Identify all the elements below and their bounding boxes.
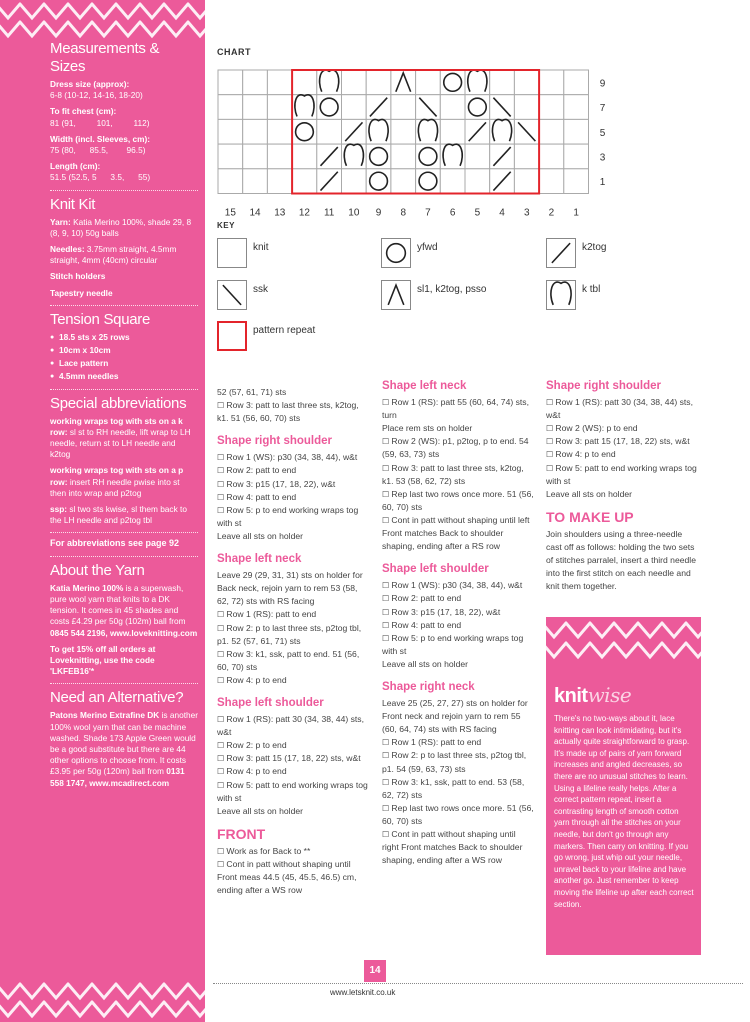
key-label: sl1, k2tog, psso	[417, 284, 487, 295]
abbreviation-item	[50, 465, 198, 499]
chart-cell	[218, 95, 243, 120]
chart-cell	[539, 70, 564, 95]
chart-cell	[564, 95, 589, 120]
tension-item: ● 18.5 sts x 25 rows	[50, 332, 198, 343]
chart-cell	[514, 95, 539, 120]
chest-label: To fit chest (cm):	[50, 106, 117, 117]
yfwd-symbol	[387, 244, 406, 263]
row-instruction: ☐ Row 3: p15 (17, 18, 22), w&t	[382, 606, 534, 619]
dress-size-label: Dress size (approx):	[50, 79, 130, 89]
chart-cell	[514, 169, 539, 194]
chart-cell	[391, 95, 416, 120]
chart-cell	[366, 70, 391, 95]
column-label: 6	[449, 207, 456, 219]
text-line: Leave 29 (29, 31, 31) sts on holder for Back neck, rejoin yarn to rem 53 (58, 62, 72) sts with RS facing	[217, 570, 363, 607]
abbreviations-page-link[interactable]: For abbreviations see page 92	[50, 538, 180, 549]
chart-cell	[514, 144, 539, 169]
row-instruction: ☐ Row 2: p to last three sts, p2tog tbl, p1. 52 (57, 61, 71) sts	[217, 622, 369, 648]
knitwise-body: There's no two-ways about it, lace knitting can look intimidating, but it's actually quite straightforward to grasp. It's made up of pairs of yarn forward increases and angled decreases, so there are no unusual stitches to learn. Using a lifeline really helps. After a correct pattern repeat, insert a contrasting length of smooth cotton yarn through all the stitches on your needle, but don't go through any markers. Then carry on knitting. If you go wrong, just whip out your needle, unravel back to your lifeline and have another go. Just remember to keep moving the lifeline up after each correct section.	[554, 714, 694, 909]
chart-cell	[342, 95, 367, 120]
column-label: 8	[400, 207, 407, 219]
yarn-info	[50, 217, 198, 239]
divider	[50, 532, 198, 533]
k-tbl-symbol	[551, 282, 571, 305]
knitwise-title	[554, 683, 631, 708]
row-instruction: ☐ Row 1 (WS): p30 (34, 38, 44), w&t	[382, 579, 534, 592]
chart-cell	[440, 95, 465, 120]
divider	[50, 190, 198, 191]
key-symbol	[547, 239, 575, 267]
chart-cell	[539, 95, 564, 120]
row-instruction: ☐ Row 1 (RS): patt to end	[217, 608, 369, 621]
yarn-contact[interactable]: 0845 544 2196, www.loveknitting.com	[50, 627, 198, 638]
chart-cell	[292, 144, 317, 169]
page-number: 14	[364, 960, 386, 982]
chart-cell	[317, 119, 342, 144]
column-label: 10	[348, 207, 360, 219]
alt-yarn-description: is another 100% wool yarn that can be machine washed. Shade 173 Apple Green would be a good substitute but there are 44 other options to choose from. It costs £3.95 per 50g (120m) ball from	[50, 710, 199, 777]
discount-offer: To get 15% off all orders at Loveknitting, use the code 'LKFEB16'*	[50, 643, 156, 677]
alternative-heading: Need an Alternative?	[50, 689, 184, 707]
chart-cell	[243, 70, 268, 95]
row-instruction: ☐ Row 4: patt to end	[382, 619, 534, 632]
width-value: 75 (80, 85.5, 96.5)	[50, 145, 146, 156]
tapestry-needle: Tapestry needle	[50, 287, 113, 298]
column-label: 3	[523, 207, 530, 219]
row-instruction: ☐ Row 1 (RS): patt to end	[382, 736, 534, 749]
row-label: 9	[599, 78, 606, 90]
row-instruction: ☐ Row 4: p to end	[217, 674, 369, 687]
column-label: 2	[548, 207, 555, 219]
row-instruction: ☐ Row 3: patt to last three sts, k2tog, k1. 53 (58, 62, 72) sts	[382, 462, 534, 488]
pattern-column-1	[217, 386, 369, 897]
row-instruction: ☐ Row 2: p to end	[217, 739, 369, 752]
chart-cell	[465, 169, 490, 194]
chart-cell	[243, 169, 268, 194]
key-label: k tbl	[582, 284, 601, 295]
key-symbol-box	[546, 238, 576, 268]
chart-cell	[564, 169, 589, 194]
abbreviation-def: sl two sts kwise, sl them back to the LH needle and p2tog tbl	[50, 504, 187, 526]
length-value: 51.5 (52.5, 5 3.5, 55)	[50, 172, 151, 183]
key-label: yfwd	[417, 242, 438, 253]
stitch-holders: Stitch holders	[50, 271, 106, 282]
row-label: 5	[599, 127, 606, 139]
row-instruction: ☐ Cont in patt without shaping until right Front matches Back to shoulder shaping, ending after a WS row	[382, 828, 534, 867]
chart-cell	[267, 70, 292, 95]
key-symbol-box	[381, 280, 411, 310]
chart-cell	[267, 95, 292, 120]
knitting-chart	[210, 60, 610, 220]
chart-cell	[564, 144, 589, 169]
row-instruction: ☐ Cont in patt without shaping until left Front matches Back to shoulder shaping, ending after a RS row	[382, 514, 534, 553]
key-symbol	[218, 281, 246, 309]
row-instruction: ☐ Row 5: p to end working wraps tog with st	[382, 632, 534, 658]
chart-cell	[243, 144, 268, 169]
row-instruction: ☐ Rep last two rows once more. 51 (56, 60, 70) sts	[382, 488, 534, 514]
column-label: 9	[375, 207, 382, 219]
abbreviation-term: ssp:	[50, 504, 68, 515]
key-symbol-box	[217, 238, 247, 268]
column-label: 5	[474, 207, 481, 219]
key-symbol	[382, 281, 410, 309]
chart-cell	[292, 70, 317, 95]
tension-item: ● 10cm x 10cm	[50, 345, 198, 356]
alt-yarn-name: Patons Merino Extrafine DK	[50, 710, 160, 721]
measurements-heading: Measurements & Sizes	[50, 40, 160, 75]
about-yarn-text	[50, 583, 198, 639]
row-instruction: ☐ Row 4: patt to end	[217, 491, 369, 504]
knitwise-title-a: knit	[554, 685, 588, 707]
row-instruction: ☐ Row 1 (WS): p30 (34, 38, 44), w&t	[217, 451, 369, 464]
chart-cell	[465, 144, 490, 169]
chart-cell	[490, 70, 515, 95]
tension-item: ● Lace pattern	[50, 358, 198, 369]
tension-item: ● 4.5mm needles	[50, 371, 198, 382]
row-label: 7	[599, 103, 606, 115]
abbreviation-def: sl st to RH needle, lift wrap to LH needle, return st to LH needle and k2tog	[50, 426, 191, 460]
section-heading: FRONT	[217, 825, 266, 842]
chart-cell	[564, 70, 589, 95]
abbreviation-term: working wraps tog with sts on a k row:	[50, 415, 183, 437]
width-label: Width (incl. Sleeves, cm):	[50, 133, 150, 144]
chart-title: CHART	[217, 47, 251, 57]
text-line: Join shoulders using a three-needle cast off as follows: holding the two sets of stitches parralel, insert a third needle into the first stitch on each needle and knit them together.	[546, 528, 696, 592]
row-instruction: ☐ Row 4: p to end	[546, 448, 698, 461]
row-instruction: ☐ Row 5: patt to end working wraps tog with st	[546, 462, 698, 488]
footer-divider	[213, 983, 743, 984]
abbreviation-term: working wraps tog with sts on a p row:	[50, 465, 184, 487]
chart-cell	[267, 169, 292, 194]
divider	[50, 683, 198, 684]
row-instruction: ☐ Row 3: patt 15 (17, 18, 22) sts, w&t	[546, 435, 698, 448]
text-line: Leave all sts on holder	[382, 658, 468, 669]
chart-cell	[218, 119, 243, 144]
website-url[interactable]: www.letsknit.co.uk	[330, 988, 396, 997]
row-instruction: ☐ Row 1 (RS): patt 30 (34, 38, 44) sts, w&t	[217, 713, 369, 739]
section-heading: Shape right shoulder	[546, 380, 662, 392]
sidebar	[0, 0, 205, 1022]
sl1-k2tog-psso-symbol	[388, 285, 404, 305]
column-label: 11	[323, 207, 335, 219]
row-label: 3	[599, 152, 606, 164]
abbreviation-def: insert RH needle pwise into st then into wrap and p2tog	[50, 476, 180, 498]
chart-cell	[391, 169, 416, 194]
section-heading: Shape right neck	[382, 680, 475, 693]
column-label: 1	[573, 207, 579, 219]
section-heading: Shape left shoulder	[382, 563, 489, 576]
knit-pattern-bottom	[0, 978, 205, 1022]
abbreviations-heading: Special abbreviations	[50, 394, 187, 412]
alternative-text	[50, 710, 198, 788]
chart-cell	[267, 119, 292, 144]
key-title: KEY	[217, 221, 235, 230]
length-label: Length (cm):	[50, 161, 101, 172]
chart-cell	[218, 70, 243, 95]
column-label: 12	[298, 207, 311, 219]
knit-pattern-stripe	[546, 617, 701, 667]
text-line: 52 (57, 61, 71) sts	[217, 387, 287, 397]
row-instruction: ☐ Work as for Back to **	[217, 845, 369, 858]
row-instruction: ☐ Rep last two rows once more. 51 (56, 60, 70) sts	[382, 802, 534, 828]
needles-info	[50, 244, 198, 266]
chart-cell	[440, 169, 465, 194]
row-instruction: ☐ Row 3: k1, ssk, patt to end. 51 (56, 60, 70) sts	[217, 648, 369, 674]
row-instruction: ☐ Row 2: patt to end	[217, 464, 369, 477]
abbreviation-item	[50, 504, 198, 526]
chart-cell	[342, 70, 367, 95]
column-label: 15	[224, 207, 236, 219]
divider	[50, 556, 198, 557]
row-instruction: ☐ Row 4: p to end	[217, 765, 369, 778]
row-instruction: ☐ Cont in patt without shaping until Front meas 44.5 (45, 45.5, 46.5) cm, ending after a WS row	[217, 858, 369, 897]
row-instruction: ☐ Row 2 (WS): p1, p2tog, p to end. 54 (59, 63, 73) sts	[382, 435, 534, 461]
column-label: 13	[274, 207, 286, 219]
knit-kit-heading: Knit Kit	[50, 195, 96, 213]
section-heading: TO MAKE UP	[546, 508, 634, 525]
key-symbol-box	[381, 238, 411, 268]
section-heading: Shape right shoulder	[217, 435, 333, 448]
needles-label: Needles:	[50, 244, 85, 255]
chart-cell	[243, 119, 268, 144]
text-line: Place rem sts on holder	[382, 423, 473, 434]
chart-cell	[514, 70, 539, 95]
key-label: knit	[253, 242, 269, 253]
column-label: 4	[499, 207, 505, 219]
row-instruction: ☐ Row 1 (RS): patt 55 (60, 64, 74) sts, turn	[382, 396, 534, 422]
section-heading: Shape left neck	[217, 553, 302, 566]
ssk-symbol	[223, 285, 241, 305]
row-label: 1	[599, 177, 606, 189]
needles-value: 3.75mm straight, 4.5mm straight, 4mm (40cm) circular	[50, 244, 177, 266]
chart-cell	[292, 169, 317, 194]
row-instruction: ☐ Row 3: patt 15 (17, 18, 22) sts, w&t	[217, 752, 369, 765]
section-heading: Shape left neck	[382, 380, 467, 392]
key-symbol	[547, 281, 575, 309]
key-label: k2tog	[582, 242, 607, 253]
pattern-column-2	[382, 378, 534, 867]
alt-yarn-contact[interactable]: 0131 558 1747, www.mcadirect.com	[50, 766, 185, 788]
divider	[50, 305, 198, 306]
text-line: Leave all sts on holder	[217, 805, 303, 816]
row-instruction: ☐ Row 2: p to last three sts, p2tog tbl, p1. 54 (59, 63, 73) sts	[382, 749, 534, 775]
text-line: Leave all sts on holder	[546, 488, 632, 499]
chart-cell	[564, 119, 589, 144]
yarn-description: is a superwash, pure wool yarn that knits to a DK tension. It comes in 45 shades and costs £4.29 per 50g (102m) ball from	[50, 582, 186, 627]
key-label: pattern repeat	[253, 325, 316, 336]
knit-pattern-top	[0, 0, 205, 44]
chart-cell	[539, 169, 564, 194]
chart-cell	[218, 169, 243, 194]
chart-cell	[243, 95, 268, 120]
text-line: Leave 25 (25, 27, 27) sts on holder for Front neck and rejoin yarn to rem 55 (60, 64, 74) sts with RS facing	[382, 698, 528, 735]
key-symbol-box	[217, 321, 247, 351]
column-label: 7	[425, 207, 431, 219]
key-symbol-box	[546, 280, 576, 310]
dress-size-value: 6-8 (10-12, 14-16, 18-20)	[50, 90, 143, 101]
row-instruction: ☐ Row 2 (WS): p to end	[546, 422, 698, 435]
chart-cell	[391, 119, 416, 144]
row-instruction: ☐ Row 1 (RS): patt 30 (34, 38, 44) sts, w&t	[546, 396, 698, 422]
section-heading: Shape left shoulder	[217, 696, 324, 709]
row-instruction: ☐ Row 3: patt to last three sts, k2tog, k1. 51 (56, 60, 70) sts	[217, 399, 369, 425]
tension-heading: Tension Square	[50, 310, 151, 328]
knitwise-title-b: wise	[587, 683, 632, 707]
chart-cell	[416, 70, 441, 95]
row-instruction: ☐ Row 3: p15 (17, 18, 22), w&t	[217, 478, 369, 491]
chart-cell	[267, 144, 292, 169]
key-label: ssk	[253, 284, 268, 295]
chart-cell	[539, 119, 564, 144]
chart-cell	[218, 144, 243, 169]
chart-cell	[539, 144, 564, 169]
sidebar-content	[50, 40, 198, 794]
key-symbol	[382, 239, 410, 267]
chest-value: 81 (91, 101, 112)	[50, 117, 150, 128]
row-instruction: ☐ Row 5: patt to end working wraps tog with st	[217, 779, 369, 805]
yarn-label: Yarn:	[50, 216, 71, 227]
abbreviation-item	[50, 416, 198, 461]
column-label: 14	[249, 207, 261, 219]
pattern-column-3	[546, 378, 698, 593]
divider	[50, 389, 198, 390]
yarn-value: Katia Merino 100%, shade 29, 8 (8, 9, 10) 50g balls	[50, 216, 192, 238]
key-symbol-box	[217, 280, 247, 310]
chart-cell	[342, 169, 367, 194]
knitwise-tip-box	[546, 617, 701, 955]
about-yarn-heading: About the Yarn	[50, 561, 145, 579]
row-instruction: ☐ Row 3: k1, ssk, patt to end. 53 (58, 62, 72) sts	[382, 776, 534, 802]
yarn-name: Katia Merino 100%	[50, 582, 124, 593]
row-instruction: ☐ Row 2: patt to end	[382, 592, 534, 605]
row-instruction: ☐ Row 5: p to end working wraps tog with st	[217, 504, 369, 530]
chart-cell	[440, 119, 465, 144]
chart-cell	[391, 144, 416, 169]
chart-grid	[218, 70, 589, 194]
text-line: Leave all sts on holder	[217, 530, 303, 541]
k2tog-symbol	[552, 243, 570, 263]
